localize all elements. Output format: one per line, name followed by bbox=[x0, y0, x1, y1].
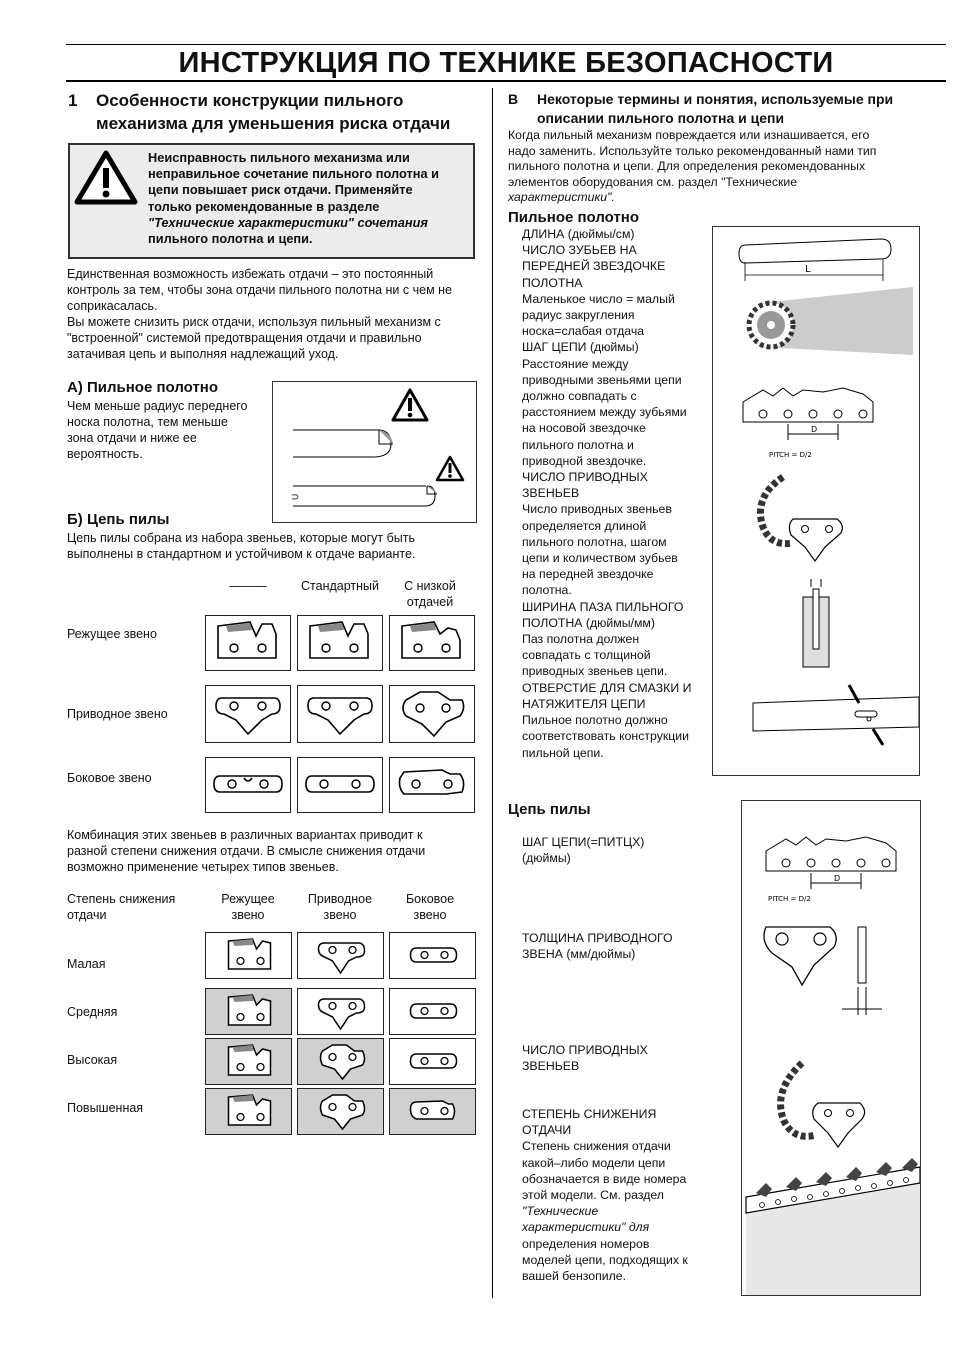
bar-term-line: Пильное полотно должно bbox=[522, 713, 668, 728]
cutter-link-standard-cell bbox=[297, 615, 383, 671]
bar-term-line: Маленькое число = малый bbox=[522, 291, 675, 306]
section-number: 1 bbox=[68, 91, 78, 110]
table2-header-drive: Приводное звено bbox=[307, 892, 373, 922]
table1-header-lowkick: С низкой отдачей bbox=[404, 579, 456, 609]
table2-header-side: Боковое звено bbox=[405, 892, 455, 922]
bar-term-line: ОТВЕРСТИЕ ДЛЯ СМАЗКИ И bbox=[522, 680, 692, 695]
bar-term-line: пильной цепи. bbox=[522, 745, 604, 760]
bar-term-line: на носовой звездочке bbox=[522, 421, 646, 436]
section-title-line2: механизма для уменьшения риска отдачи bbox=[96, 114, 451, 133]
bar-term-line: совпадать с толщиной bbox=[522, 648, 651, 663]
bar-term-line: носка=слабая отдача bbox=[522, 324, 645, 339]
table1-row-side: Боковое звено bbox=[67, 771, 152, 785]
bar-term-line: соответствовать конструкции bbox=[522, 729, 690, 744]
bar-term-line: пильного полотна и bbox=[522, 437, 634, 452]
side-link-lowkick-cell bbox=[389, 757, 475, 813]
bar-term-line: ШАГ ЦЕПИ (дюймы) bbox=[522, 340, 639, 355]
chain-title: Цепь пилы bbox=[508, 801, 591, 818]
bar-term-line: НАТЯЖИТЕЛЯ ЦЕПИ bbox=[522, 696, 646, 711]
drive-link-cell bbox=[205, 685, 291, 743]
sec-b-letter: В bbox=[508, 91, 519, 107]
cutter-link-cell bbox=[205, 615, 291, 671]
high-drive-cell bbox=[297, 1038, 384, 1085]
chain-gauge-text: ТОЛЩИНА ПРИВОДНОГО ЗВЕНА (мм/дюймы) bbox=[522, 931, 673, 962]
low-drive-cell bbox=[297, 932, 384, 979]
intro-text: Единственная возможность избежать отдачи – это постоянный контроль за тем, чтобы зона отдачи пильного полотна ни с чем не соприкасалась. Вы можете снизить риск отдачи, используя пильный механизм с "встроенной" системой предотвращения отдачи и правильно затачивая цепь и выполняя надлежащий уход. bbox=[67, 267, 452, 361]
increased-drive-cell bbox=[297, 1088, 384, 1135]
table1-header-blank: ——— bbox=[229, 579, 267, 593]
pitch-formula-label: PITCH = D/2 bbox=[769, 451, 812, 459]
combo-text: Комбинация этих звеньев в различных вариантах приводит к разной степени снижения отдачи. В смысле снижения отдачи возможно применение четырех типов звеньев. bbox=[67, 828, 426, 874]
chain-kickback-text: СТЕПЕНЬ СНИЖЕНИЯ ОТДАЧИ Степень снижения отдачи какой–либо модели цепи обозначается в виде номера этой модели. См. раздел "Технические характеристики" для определения номеров моделей цепи, подходящих к вашей бензопиле. bbox=[522, 1107, 688, 1284]
table2-row-low: Малая bbox=[67, 957, 106, 971]
cutter-link-lowkick-cell bbox=[389, 615, 475, 671]
table1-row-drive: Приводное звено bbox=[67, 707, 168, 721]
table2-row-increased: Повышенная bbox=[67, 1101, 144, 1115]
d-label: D bbox=[811, 425, 818, 434]
bar-term-line: ШИРИНА ПАЗА ПИЛЬНОГО bbox=[522, 599, 684, 614]
side-link-standard-cell bbox=[297, 757, 383, 813]
increased-cutter-cell bbox=[205, 1088, 292, 1135]
page-title: ИНСТРУКЦИЯ ПО ТЕХНИКЕ БЕЗОПАСНОСТИ bbox=[178, 47, 834, 79]
bar-term-line: Паз полотна должен bbox=[522, 632, 640, 647]
medium-cutter-cell bbox=[205, 988, 292, 1035]
table1-header-standard: Стандартный bbox=[301, 579, 379, 593]
high-cutter-cell bbox=[205, 1038, 292, 1085]
bar-term-line: Число приводных звеньев bbox=[522, 502, 672, 517]
bar-term-line: ДЛИНА (дюймы/см) bbox=[522, 227, 635, 241]
bar-term-line: ЧИСЛО ЗУБЬЕВ НА bbox=[522, 243, 637, 258]
low-cutter-cell bbox=[205, 932, 292, 979]
warning-text: Неисправность пильного механизма или неправильное сочетание пильного полотна и цепи повышает риск отдачи. Применяйте только рекомендованные в разделе "Технические характеристики" сочетания пильного полотна и цепи. bbox=[148, 150, 439, 247]
side-link-cell bbox=[205, 757, 291, 813]
sub-b-text: Цепь пилы собрана из набора звеньев, которые могут быть выполнены в стандартном и устойчивом к отдаче варианте. bbox=[67, 531, 416, 561]
bar-term-line: полотна. bbox=[522, 583, 572, 598]
chain-d-label: D bbox=[834, 874, 841, 883]
bar-term-line: определяется длиной bbox=[522, 518, 647, 533]
drive-link-standard-cell bbox=[297, 685, 383, 743]
medium-side-cell bbox=[389, 988, 476, 1035]
section-title-line1: Особенности конструкции пильного bbox=[96, 91, 404, 110]
bar-term-line: цепи и количеством зубьев bbox=[522, 551, 678, 566]
bar-term-line: приводными звеньями цепи bbox=[522, 372, 682, 387]
chain-pitch-text: ШАГ ЦЕПИ(=ПИТЦХ) (дюймы) bbox=[522, 835, 645, 866]
chain-illustrations-frame bbox=[741, 800, 921, 1296]
sec-b-title: Некоторые термины и понятия, используемые при описании пильного полотна и цепи bbox=[537, 91, 894, 126]
drive-link-lowkick-cell bbox=[389, 685, 475, 743]
bar-term-line: ПЕРЕДНЕЙ ЗВЕЗДОЧКЕ bbox=[522, 259, 666, 274]
table2-row-medium: Средняя bbox=[67, 1005, 118, 1019]
bar-term-line: приводной звездочке. bbox=[522, 453, 647, 468]
table1-row-cutter: Режущее звено bbox=[67, 627, 157, 641]
bar-term-line: приводных звеньев цепи. bbox=[522, 664, 668, 679]
bar-term-line: Расстояние между bbox=[522, 356, 629, 371]
medium-drive-cell bbox=[297, 988, 384, 1035]
table2-header-degree: Степень снижения отдачи bbox=[67, 892, 176, 922]
bar-term-line: расстоянием между зубьями bbox=[522, 405, 687, 420]
length-label: L bbox=[805, 264, 811, 275]
increased-side-cell bbox=[389, 1088, 476, 1135]
chain-count-text: ЧИСЛО ПРИВОДНЫХ ЗВЕНЬЕВ bbox=[522, 1043, 648, 1074]
bar-term-line: должно совпадать с bbox=[522, 389, 637, 404]
sec-b-intro: Когда пильный механизм повреждается или изнашивается, его надо заменить. Используйте только рекомендованный нами тип пильного полотна и цепи. Для определения рекомендованных элементов оборудования см. раздел "Технические характеристики". bbox=[508, 128, 877, 205]
bar-term-line: ЗВЕНЬЕВ bbox=[522, 486, 580, 501]
table2-row-high: Высокая bbox=[67, 1053, 118, 1067]
bar-title: Пильное полотно bbox=[508, 209, 640, 226]
sub-b-title: Б) Цепь пилы bbox=[67, 511, 170, 528]
bar-term-line: ПОЛОТНА bbox=[522, 275, 583, 290]
bar-terms bbox=[522, 226, 712, 761]
bar-term-line: ЧИСЛО ПРИВОДНЫХ bbox=[522, 470, 648, 485]
sub-a-title: А) Пильное полотно bbox=[67, 379, 219, 396]
table2-header-cutter: Режущее звено bbox=[221, 892, 275, 922]
bar-nose-illustration bbox=[272, 381, 477, 523]
chain-pitch-formula-label: PITCH = D/2 bbox=[768, 895, 811, 903]
bar-term-line: ПОЛОТНА (дюймы/мм) bbox=[522, 615, 655, 630]
svg-text:⊃: ⊃ bbox=[291, 492, 300, 503]
high-side-cell bbox=[389, 1038, 476, 1085]
bar-illustrations-frame bbox=[712, 226, 920, 776]
bar-term-line: на передней звездочке bbox=[522, 567, 654, 582]
bar-term-line: пильного полотна, шагом bbox=[522, 534, 667, 549]
bar-term-line: радиус закругления bbox=[522, 308, 635, 323]
sub-a-text: Чем меньше радиус переднего носка полотна, тем меньше зона отдачи и ниже ее вероятность. bbox=[67, 399, 248, 461]
low-side-cell bbox=[389, 932, 476, 979]
warning-icon bbox=[74, 150, 138, 206]
